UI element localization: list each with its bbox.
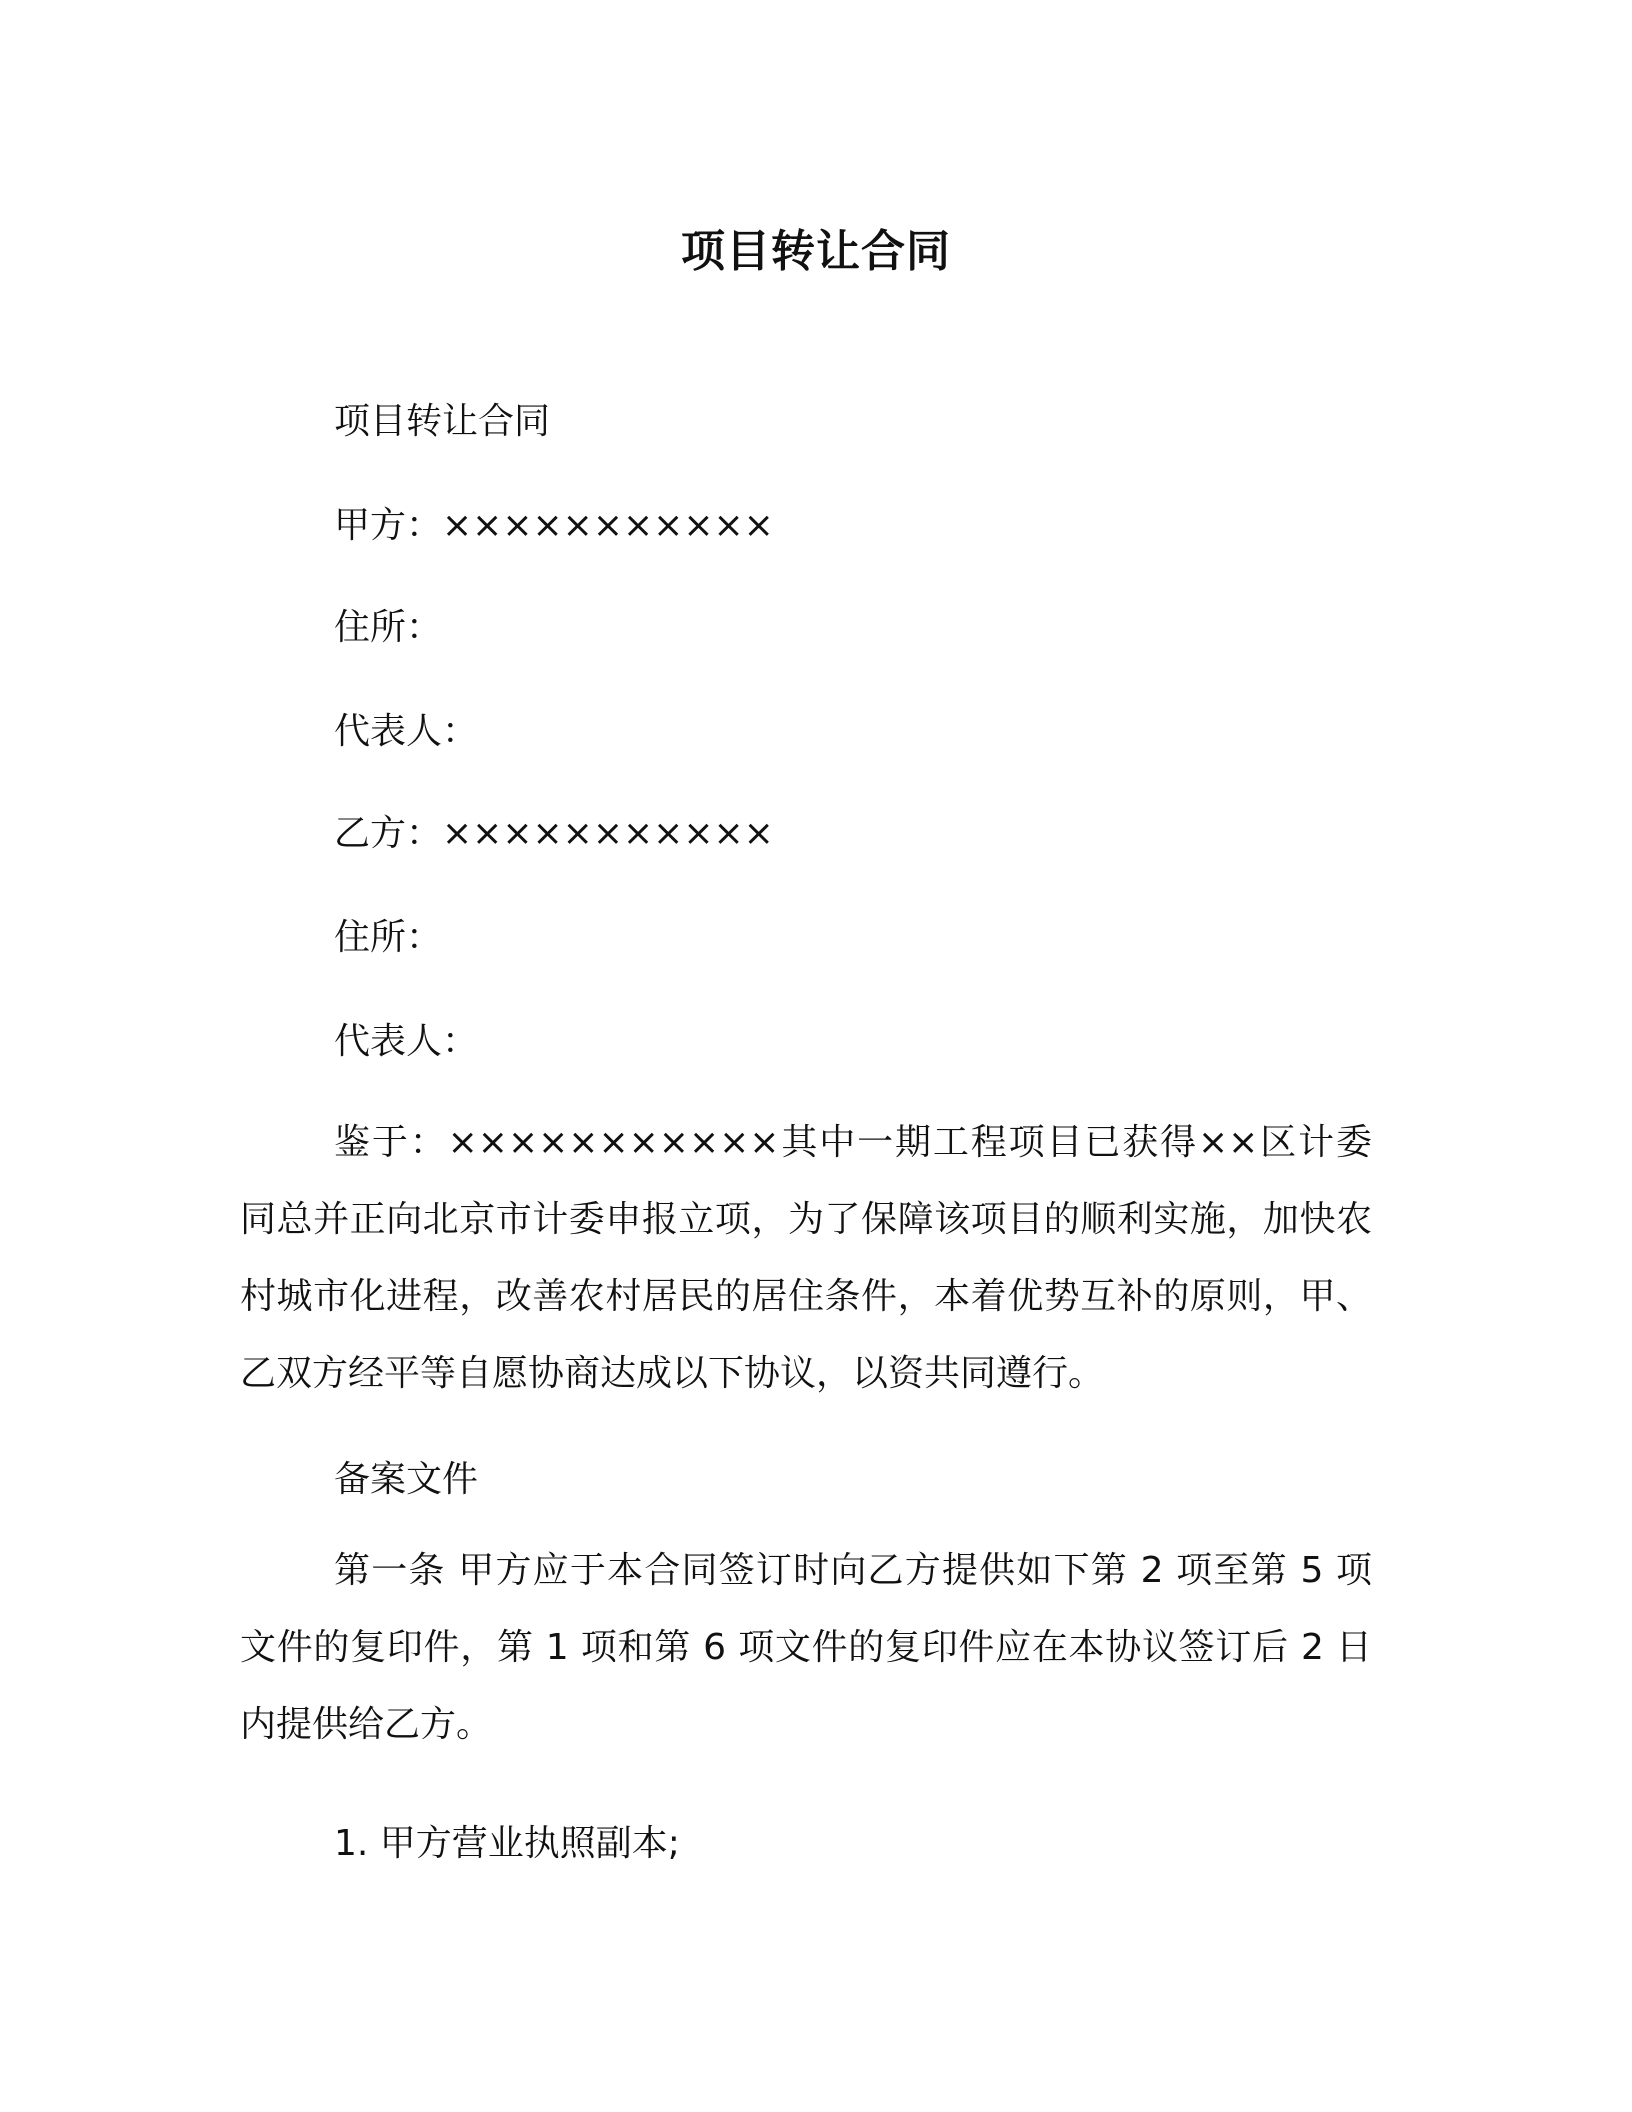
document-title: 项目转让合同 [681, 226, 951, 277]
section-heading: 备案文件 [334, 1459, 479, 1500]
document-subtitle: 项目转让合同 [334, 401, 551, 442]
whereas-paragraph: 鉴于：×××××××××××其中一期工程项目已获得××区计委同总并正向北京市计委申报立项，为了保障该项目的顺利实施，加快农村城市化进程，改善农村居民的居住条件，本着优势互补的原则，甲、乙双方经平等自愿协商达成以下协议，以资共同遵行。 [240, 1122, 1372, 1394]
party-b-representative-line: 代表人： [334, 1021, 479, 1062]
party-a-representative-line: 代表人： [334, 711, 479, 752]
party-b-line: 乙方：××××××××××× [334, 813, 774, 854]
party-a-address-line: 住所： [334, 607, 443, 648]
list-item: 1. 甲方营业执照副本; [334, 1823, 680, 1864]
party-a-line: 甲方：××××××××××× [334, 505, 774, 546]
article-one-paragraph: 第一条 甲方应于本合同签订时向乙方提供如下第 2 项至第 5 项文件的复印件，第 1 项和第 6 项文件的复印件应在本协议签订后 2 日内提供给乙方。 [240, 1550, 1372, 1745]
party-b-address-line: 住所： [334, 917, 443, 958]
